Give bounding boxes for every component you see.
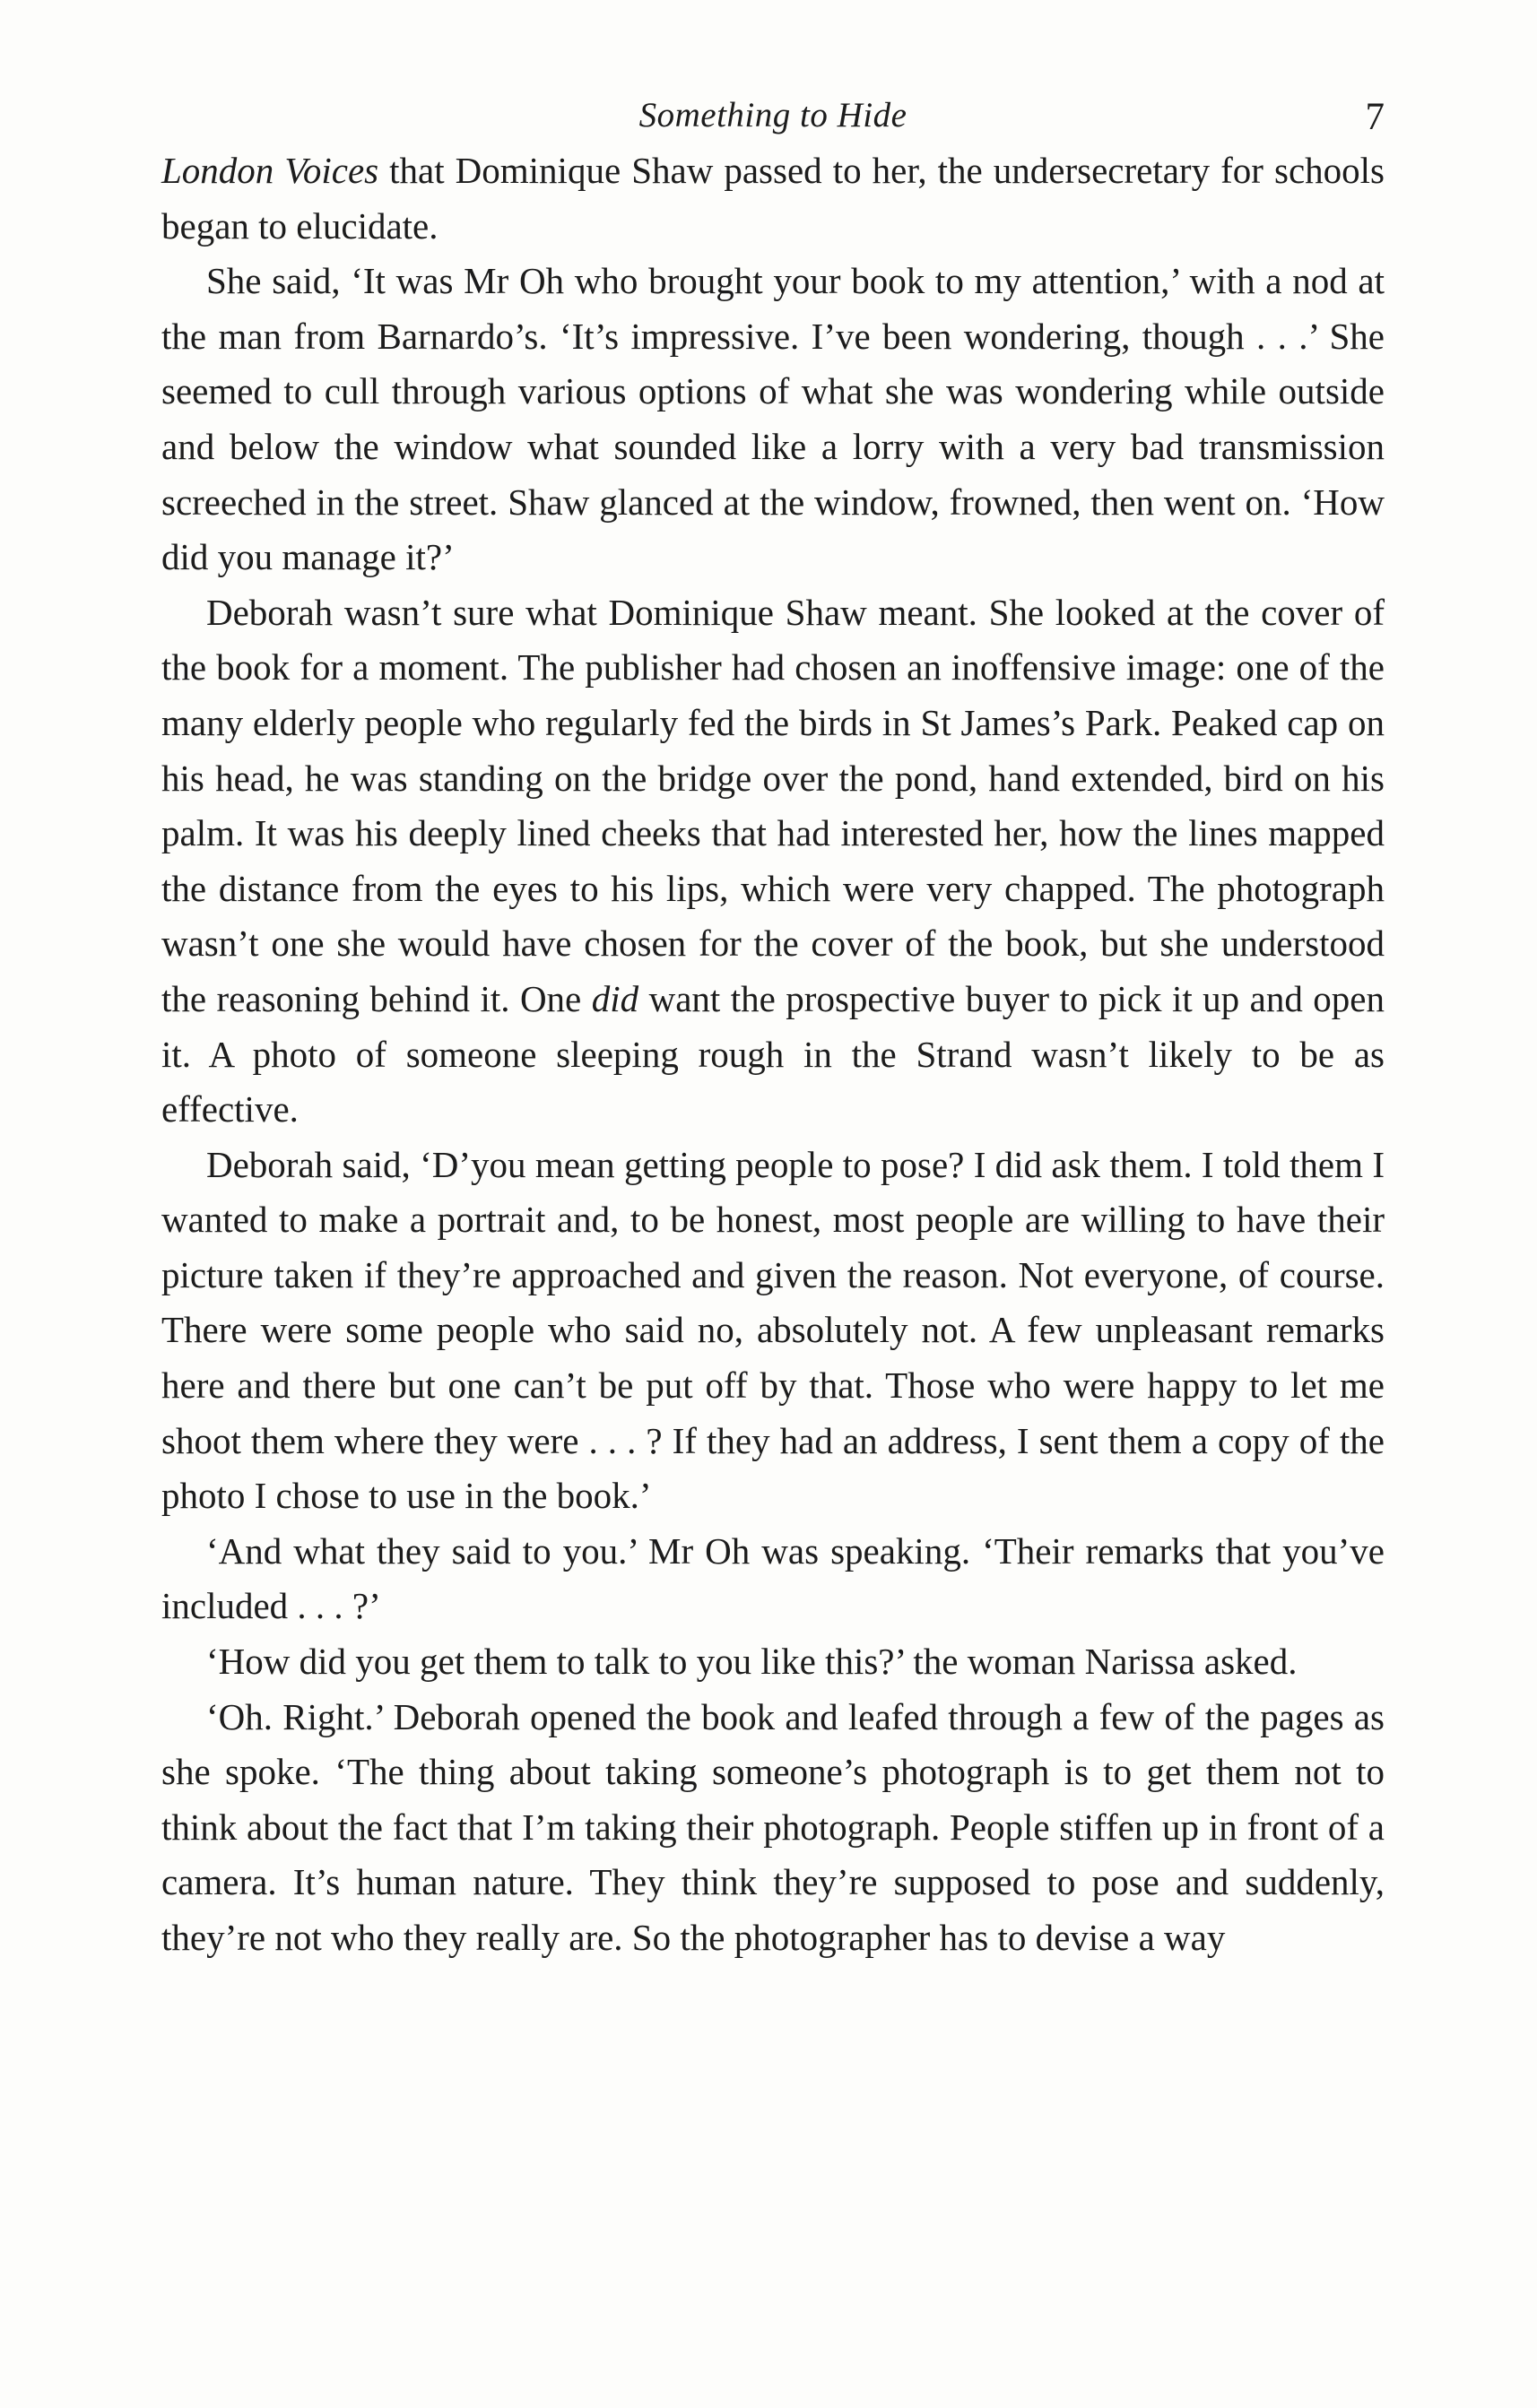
- body-text: [161, 143, 1385, 1966]
- paragraph-text: She said, ‘It was Mr Oh who brought your book to my attention,’ with a nod at the man from Barnardo’s. ‘It’s impressive. I’ve been wondering, though . . .’ She seemed to cull through various options of what she was wondering while outside and below the window what sounded like a lorry with a very bad transmission screeched in the street. Shaw glanced at the window, frowned, then went on. ‘How did you manage it?’: [161, 260, 1385, 578]
- paragraph: [161, 254, 1385, 585]
- paragraph: [161, 1524, 1385, 1634]
- paragraph-text: Deborah wasn’t sure what Dominique Shaw meant. She looked at the cover of the book for a moment. The publisher had chosen an inoffensive image: one of the many elderly people who regularly fed the birds in St James’s Park. Peaked cap on his head, he was standing on the bridge over the pond, hand extended, bird on his palm. It was his deeply lined cheeks that had interested her, how the lines mapped the distance from the eyes to his lips, which were very chapped. The photograph wasn’t one she would have chosen for the cover of the book, but she understood the reasoning behind it. One: [161, 591, 1385, 1019]
- running-head: [161, 88, 1385, 143]
- page-number: 7: [1365, 96, 1385, 138]
- paragraph-text: ‘Oh. Right.’ Deborah opened the book and leafed through a few of the pages as she spoke. ‘The thing about taking someone’s photograph is to get them not to think about the fact that I’m taking their photograph. People stiffen up in front of a camera. It’s human nature. They think they’re supposed to pose and suddenly, they’re not who they really are. So the photographer has to devise a way: [161, 1695, 1385, 1958]
- paragraph-text: ‘How did you get them to talk to you like this?’ the woman Narissa asked.: [206, 1641, 1298, 1683]
- running-head-title: Something to Hide: [638, 96, 907, 134]
- paragraph-text: ‘And what they said to you.’ Mr Oh was speaking. ‘Their remarks that you’ve included . . . ?’: [161, 1529, 1385, 1627]
- paragraph-text: Deborah said, ‘D’you mean getting people to pose? I did ask them. I told them I wanted to make a portrait and, to be honest, most people are willing to have their picture taken if they’re approached and given the reason. Not everyone, of course. There were some people who said no, absolutely not. A few unpleasant remarks here and there but one can’t be put off by that. Those who were happy to let me shoot them where they were . . . ? If they had an address, I sent them a copy of the photo I chose to use in the book.’: [161, 1143, 1385, 1517]
- paragraph: [161, 1690, 1385, 1966]
- paragraph-text: that Dominique Shaw passed to her, the undersecretary for schools began to elucidate.: [161, 150, 1385, 247]
- paragraph: [161, 585, 1385, 1138]
- emphasis-italic: did: [591, 977, 639, 1019]
- paragraph: [161, 1138, 1385, 1524]
- paragraph-text: want the prospective buyer to pick it up and open it. A photo of someone sleeping rough in the Strand wasn’t likely to be as effective.: [161, 977, 1385, 1130]
- paragraph: [161, 143, 1385, 254]
- paragraph: [161, 1634, 1385, 1690]
- book-title-italic: London Voices: [161, 150, 379, 191]
